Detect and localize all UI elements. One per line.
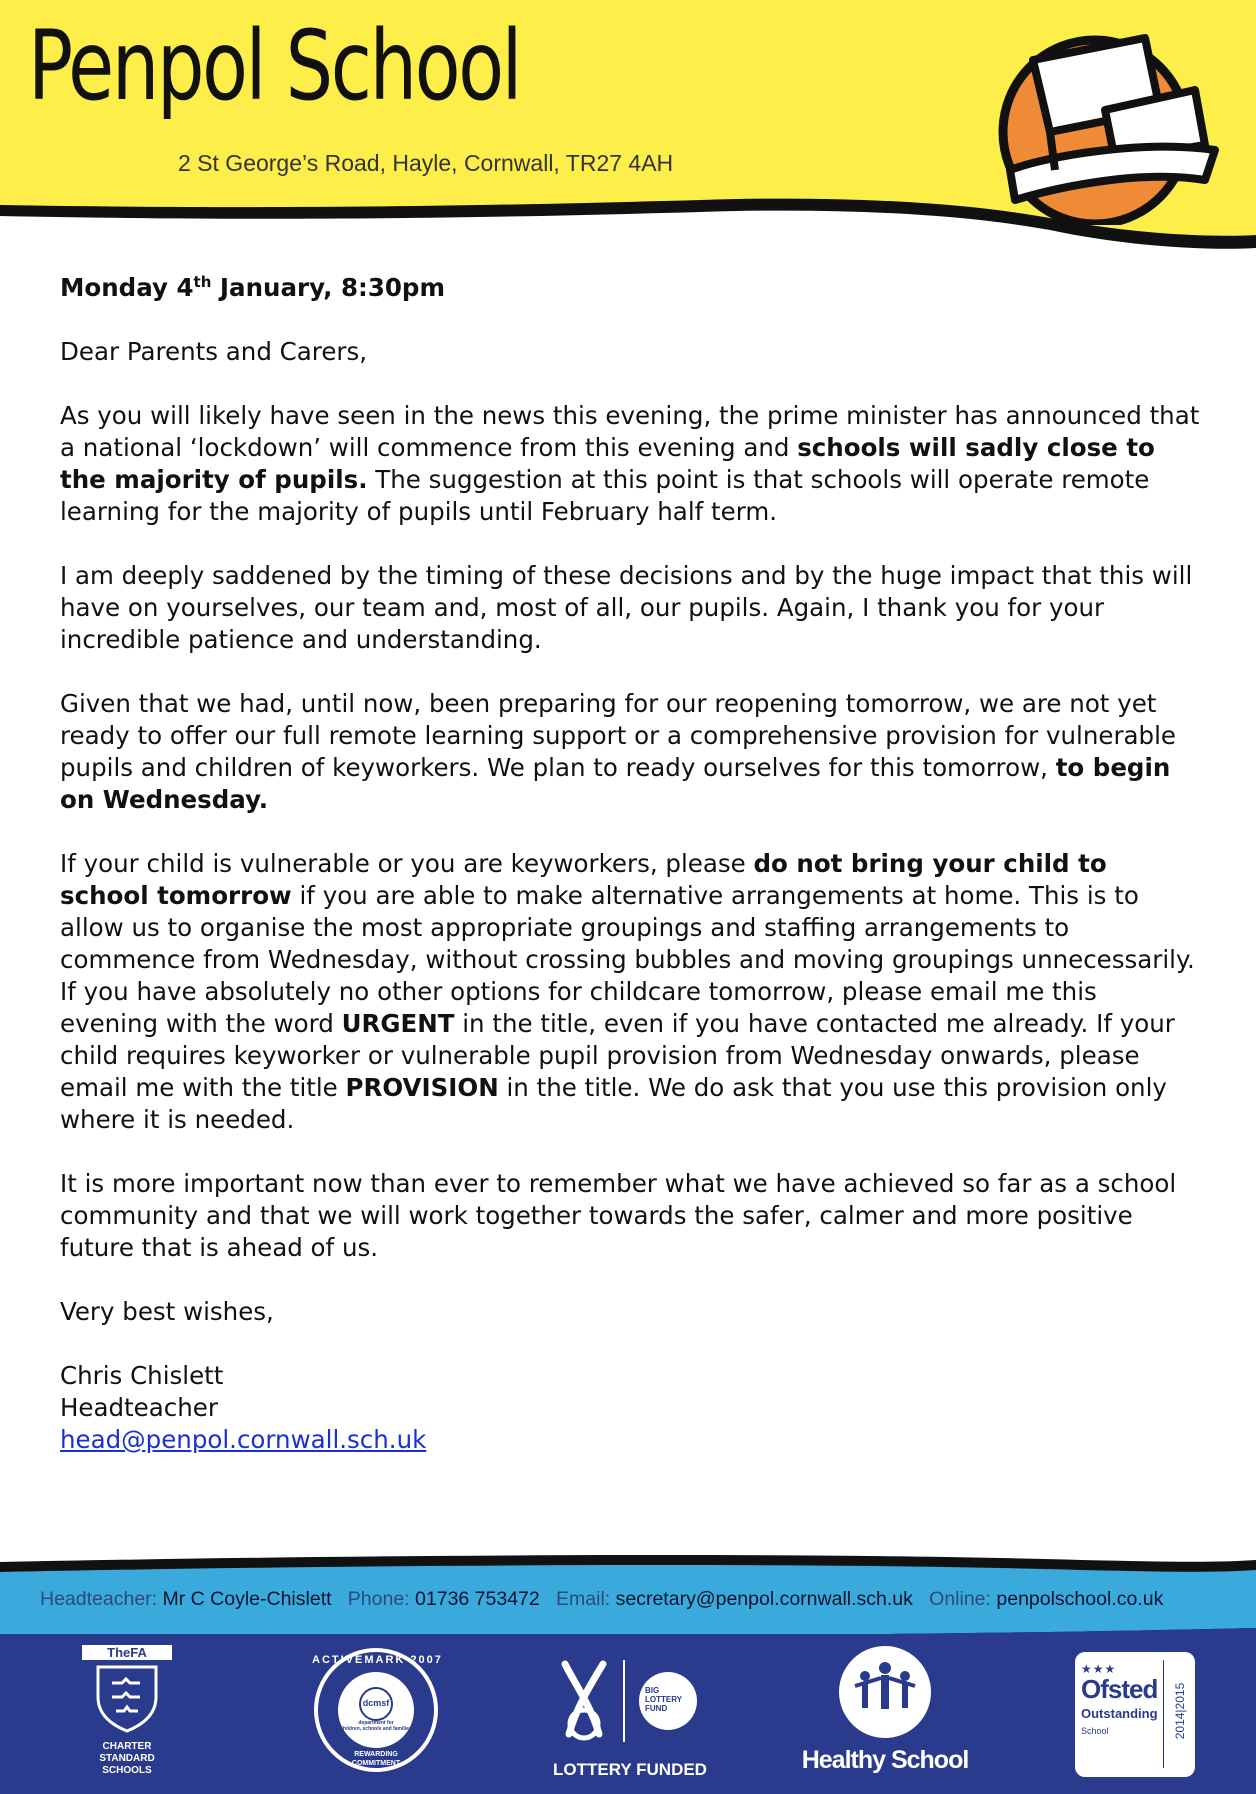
- lottery-funded-badge: [545, 1650, 725, 1785]
- healthy-school-badge: [790, 1642, 980, 1782]
- letterhead: [0, 0, 1256, 260]
- signature-block: [60, 1360, 1200, 1456]
- letter-footer: [0, 1550, 1256, 1794]
- ofsted-school-text: School: [1081, 1726, 1109, 1736]
- paragraph-lockdown: As you will likely have seen in the news this evening, the prime minister has announced that a national ‘lockdown’ will commence from this evening and schools will sadly close to the majority of pupils. The suggestion at this point is that schools will operate remote learning for the majority of pupils until February half term.: [60, 401, 1200, 526]
- school-email[interactable]: secretary@penpol.cornwall.sch.uk: [615, 1588, 913, 1610]
- paragraph-community: It is more important now than ever to remember what we have achieved so far as a school community and that we will work together towards the safer, calmer and more positive future that is ahead of us.: [60, 1169, 1177, 1262]
- three-lions-crest-icon: [94, 1663, 160, 1733]
- school-name: Penpol School: [28, 10, 521, 122]
- greeting: Dear Parents and Carers,: [60, 337, 368, 366]
- contact-bar: [40, 1588, 1230, 1611]
- activemark-center-text: dcmsf: [362, 1698, 390, 1708]
- phone-label: Phone:: [347, 1588, 410, 1610]
- activemark-small-line2: children, schools and families: [340, 1726, 412, 1732]
- fa-badge-title: TheFA: [82, 1645, 172, 1660]
- fa-badge-line2: STANDARD: [99, 1753, 155, 1764]
- big-lottery-line1: BIG: [645, 1686, 660, 1695]
- ofsted-divider: [1163, 1660, 1164, 1768]
- letter-date: Monday 4th January, 8:30pm: [60, 272, 445, 302]
- headteacher-email-link[interactable]: head@penpol.cornwall.sch.uk: [60, 1425, 427, 1454]
- healthy-school-label: Healthy School: [801, 1746, 969, 1774]
- signer-role: Headteacher: [60, 1393, 218, 1422]
- activemark-bottom-line1: REWARDING: [354, 1751, 398, 1758]
- headteacher-name: Mr C Coyle-Chislett: [162, 1588, 332, 1610]
- paragraph-preparing: Given that we had, until now, been preparing for our reopening tomorrow, we are not yet ready to offer our full remote learning support or a comprehensive provision for vulnerable pupils and children of keyworkers. We plan to ready ourselves for this tomorrow, to begin on Wednesday.: [60, 689, 1176, 814]
- letter-body: [60, 272, 1200, 1456]
- lottery-funded-label: LOTTERY FUNDED: [553, 1760, 707, 1779]
- activemark-small-line1: department for: [358, 1720, 394, 1726]
- crossed-fingers-icon: [551, 1654, 617, 1744]
- school-address: 2 St George’s Road, Hayle, Cornwall, TR27 4AH: [178, 150, 674, 176]
- online-label: Online:: [929, 1588, 991, 1610]
- big-lottery-line2: LOTTERY: [645, 1695, 683, 1704]
- fa-badge-line1: CHARTER: [102, 1741, 152, 1752]
- signoff: Very best wishes,: [60, 1297, 274, 1326]
- ofsted-years: 2014|2015: [1173, 1682, 1187, 1740]
- healthy-school-people-icon: [835, 1642, 935, 1742]
- activemark-bottom-line2: COMMITMENT: [351, 1760, 401, 1767]
- school-website[interactable]: penpolschool.co.uk: [996, 1588, 1164, 1610]
- email-label: Email:: [556, 1588, 611, 1610]
- headteacher-label: Headteacher:: [40, 1588, 158, 1610]
- activemark-arc-text: ACTIVEMARK 2007: [312, 1654, 443, 1666]
- fa-charter-badge: [82, 1645, 172, 1785]
- school-ship-logo-icon: [955, 20, 1245, 225]
- paragraph-keyworkers: If your child is vulnerable or you are keyworkers, please do not bring your child to school tomorrow if you are able to make alternative arrangements at home. This is to allow us to organise the most appropriate groupings and staffing arrangements to commence from Wednesday, without crossing bubbles and moving groupings unnecessarily. If you have absolutely no other options for childcare tomorrow, please email me this evening with the word URGENT in the title, even if you have contacted me already. If your child requires keyworker or vulnerable pupil provision from Wednesday onwards, please email me with the title PROVISION in the title. We do ask that you use this provision only where it is needed.: [60, 849, 1195, 1134]
- ofsted-stars-icon: ★★★: [1081, 1662, 1117, 1676]
- activemark-badge: [312, 1646, 443, 1774]
- ofsted-outstanding-badge: [1075, 1652, 1195, 1777]
- fa-badge-line3: SCHOOLS: [102, 1765, 152, 1776]
- lottery-divider: [623, 1660, 625, 1742]
- phone-number: 01736 753472: [415, 1588, 540, 1610]
- big-lottery-line3: FUND: [645, 1704, 668, 1713]
- ofsted-outstanding-text: Outstanding: [1081, 1706, 1158, 1721]
- paragraph-saddened: I am deeply saddened by the timing of these decisions and by the huge impact that this will have on yourselves, our team and, most of all, our pupils. Again, I thank you for your incredible patience and understanding.: [60, 561, 1193, 654]
- signer-name: Chris Chislett: [60, 1361, 224, 1390]
- ofsted-title: Ofsted: [1081, 1674, 1158, 1704]
